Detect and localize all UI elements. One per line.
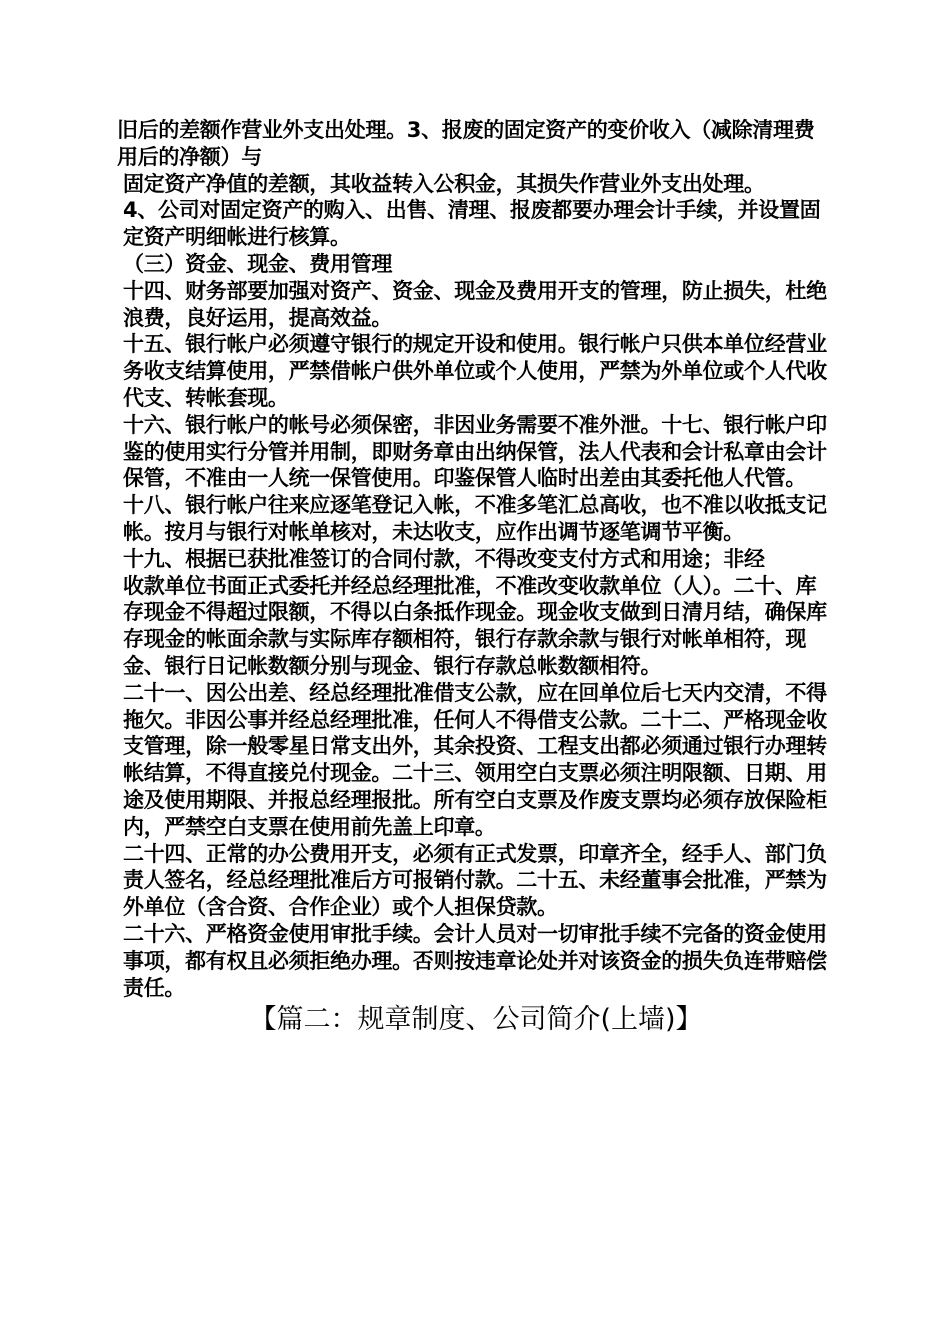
section-heading: 【篇二：规章制度、公司简介(上墙)】 <box>249 1004 703 1036</box>
paragraph-article-21-23: 二十一、因公出差、经总经理批准借支公款，应在回单位后七天内交清，不得拖欠。非因公事并经总经理批准，任何人不得借支公款。二十二、严格现金收支管理，除一般零星日常支出外，其余投资、工程支出都必须通过银行办理转帐结算，不得直接兑付现金。二十三、领用空白支票必须注明限额、日期、用途及使用期限、并报总经理报批。所有空白支票及作废支票均必须存放保险柜内，严禁空白支票在使用前先盖上印章。 <box>123 680 827 839</box>
paragraph-article-18: 十八、银行帐户往来应逐笔登记入帐，不准多笔汇总高收，也不准以收抵支记帐。按月与银行对帐单核对，未达收支，应作出调节逐笔调节平衡。 <box>123 493 827 544</box>
paragraph-article-15: 十五、银行帐户必须遵守银行的规定开设和使用。银行帐户只供本单位经营业务收支结算使用，严禁借帐户供外单位或个人使用，严禁为外单位或个人代收代支、转帐套现。 <box>123 332 827 410</box>
section-subheading: （三）资金、现金、费用管理 <box>123 251 393 276</box>
paragraph-article-19-20: 收款单位书面正式委托并经总经理批准，不准改变收款单位（人）。二十、库存现金不得超过限额，不得以白条抵作现金。现金收支做到日清月结，确保库存现金的帐面余款与实际库存额相符，银行存款余款与银行对帐单相符，现金、银行日记帐数额分别与现金、银行存款总帐数额相符。 <box>123 573 827 678</box>
paragraph-article-19: 十九、根据已获批准签订的合同付款，不得改变支付方式和用途；非经 <box>123 546 765 571</box>
paragraph-article-24-25: 二十四、正常的办公费用开支，必须有正式发票，印章齐全，经手人、部门负责人签名，经总经理批准后方可报销付款。二十五、未经董事会批准，严禁为外单位（含合资、合作企业）或个人担保贷款。 <box>123 841 827 920</box>
paragraph-2: 固定资产净值的差额，其收益转入公积金，其损失作营业外支出处理。 <box>123 171 765 196</box>
paragraph-article-26: 二十六、严格资金使用审批手续。会计人员对一切审批手续不完备的资金使用事项，都有权且必须拒绝办理。否则按违章论处并对该资金的损失负连带赔偿责任。 <box>123 921 827 1000</box>
paragraph-article-16-17: 十六、银行帐户的帐号必须保密，非因业务需要不准外泄。十七、银行帐户印鉴的使用实行分管并用制，即财务章由出纳保管，法人代表和会计私章由会计保管，不准由一人统一保管使用。印鉴保管人临时出差由其委托他人代管。 <box>123 412 827 491</box>
document-page <box>117 117 835 1037</box>
paragraph-1: 旧后的差额作营业外支出处理。3、报废的固定资产的变价收入（减除清理费用后的净额）与 <box>117 118 815 169</box>
paragraph-3: 4、公司对固定资产的购入、出售、清理、报废都要办理会计手续，并设置固定资产明细帐进行核算。 <box>123 198 821 250</box>
paragraph-article-14: 十四、财务部要加强对资产、资金、现金及费用开支的管理，防止损失，杜绝浪费，良好运用，提高效益。 <box>123 278 827 330</box>
